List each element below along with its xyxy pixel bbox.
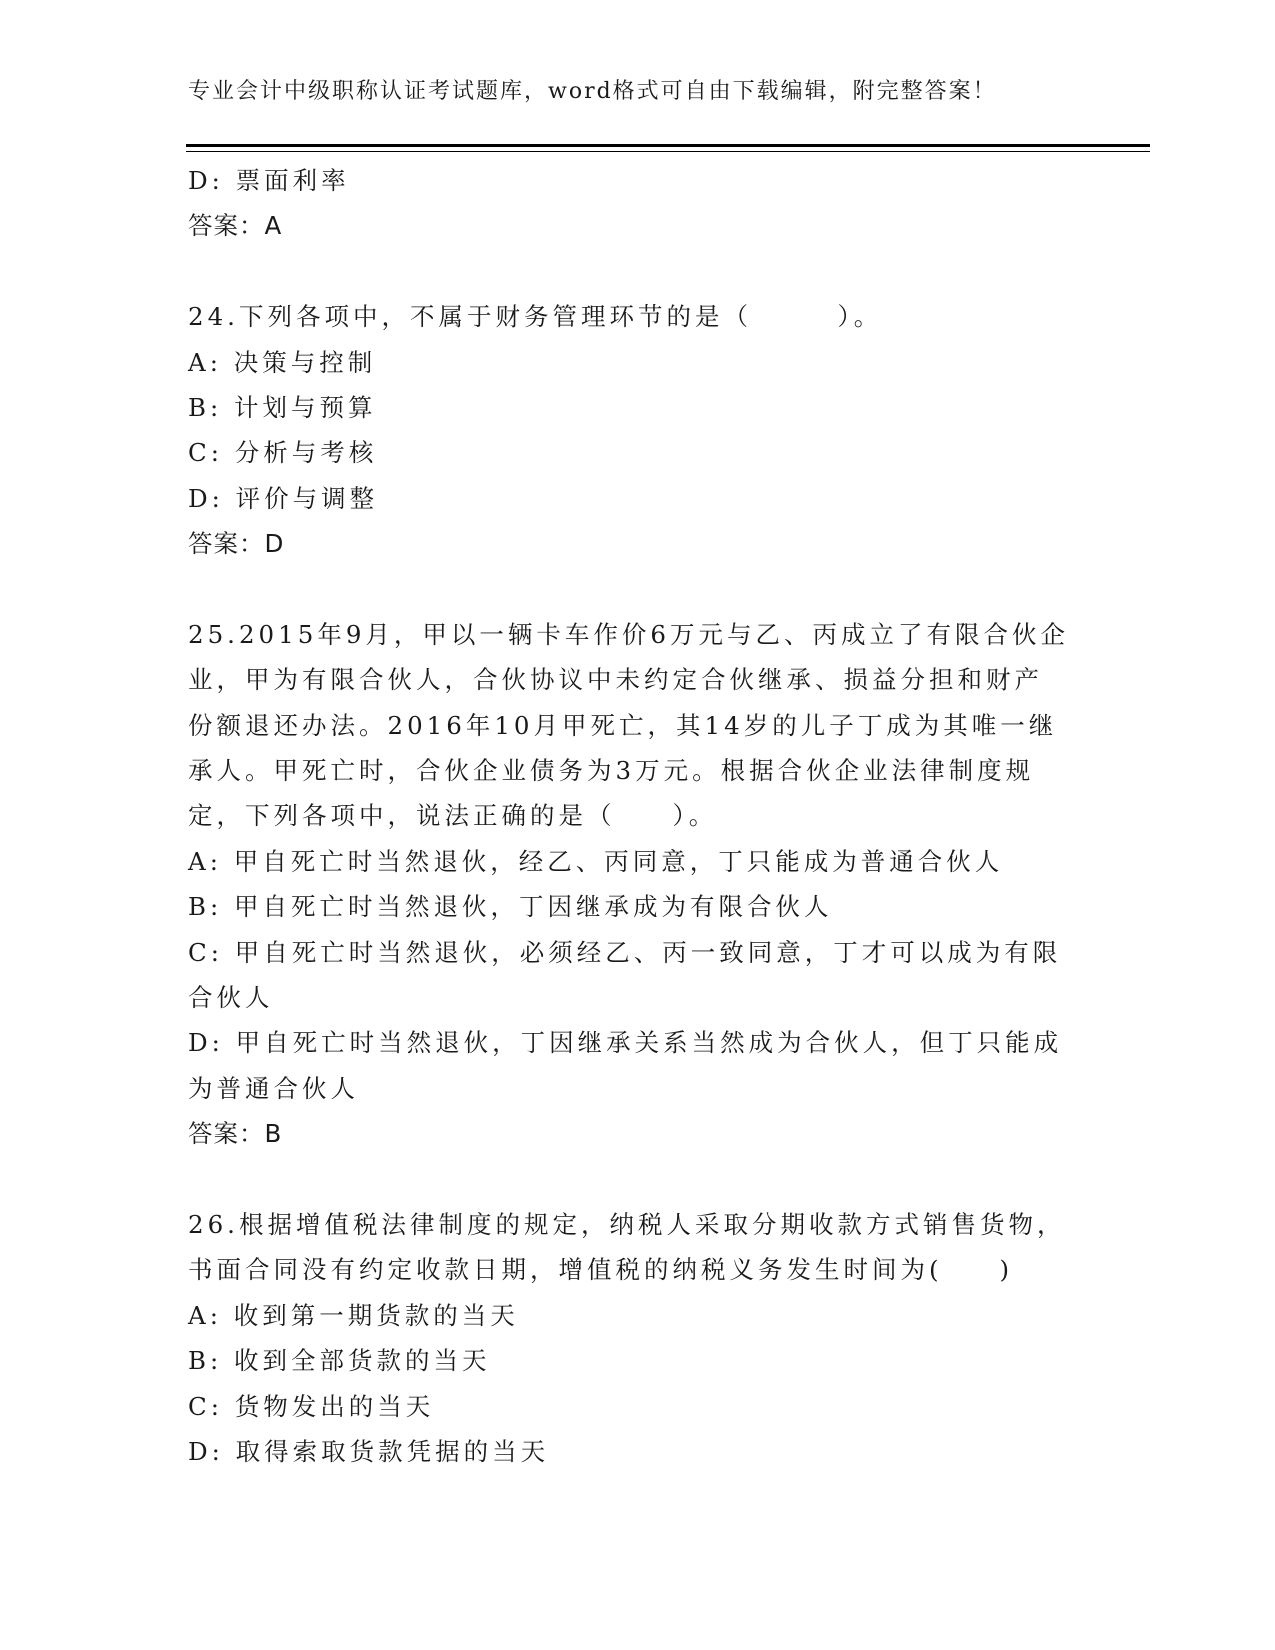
option-c: C: 货物发出的当天 xyxy=(188,1391,435,1421)
option-b: B: 计划与预算 xyxy=(188,392,377,422)
option-d-line: 为普通合伙人 xyxy=(188,1073,359,1103)
question-stem-line: 书面合同没有约定收款日期，增值税的纳税义务发生时间为( ) xyxy=(188,1255,1014,1285)
option-c-line: C: 甲自死亡时当然退伙，必须经乙、丙一致同意，丁才可以成为有限 xyxy=(188,937,1062,967)
option-b: B: 甲自死亡时当然退伙，丁因继承成为有限合伙人 xyxy=(188,892,833,922)
option-d: D: 评价与调整 xyxy=(188,483,379,513)
option-c: C: 分析与考核 xyxy=(188,438,378,468)
question-stem-line: 份额退还办法。2016年10月甲死亡，其14岁的儿子丁成为其唯一继 xyxy=(188,710,1058,740)
question-23 xyxy=(188,158,1088,249)
header-rule-thick xyxy=(186,144,1150,147)
question-stem-line: 承人。甲死亡时，合伙企业债务为3万元。根据合伙企业法律制度规 xyxy=(188,756,1035,786)
question-24 xyxy=(188,294,1088,566)
question-stem-line: 25.2015年9月，甲以一辆卡车作价6万元与乙、丙成立了有限合伙企 xyxy=(188,619,1069,649)
question-stem-line: 26.根据增值税法律制度的规定，纳税人采取分期收款方式销售货物， xyxy=(188,1209,1066,1239)
header-rule-thin xyxy=(186,151,1150,152)
option-a: A: 收到第一期货款的当天 xyxy=(188,1300,519,1330)
question-25 xyxy=(188,612,1088,1157)
spacer xyxy=(188,249,1088,294)
option-a: A: 决策与控制 xyxy=(188,347,377,377)
answer: 答案：B xyxy=(188,1119,283,1149)
question-stem-line: 定，下列各项中，说法正确的是（ ）。 xyxy=(188,801,718,831)
option-b: B: 收到全部货款的当天 xyxy=(188,1346,491,1376)
question-26 xyxy=(188,1202,1088,1474)
option-d-line: D: 甲自死亡时当然退伙，丁因继承关系当然成为合伙人，但丁只能成 xyxy=(188,1028,1063,1058)
option-d: D: 取得索取货款凭据的当天 xyxy=(188,1436,550,1466)
page-header: 专业会计中级职称认证考试题库，word格式可自由下载编辑，附完整答案！ xyxy=(188,79,997,104)
option-d: D: 票面利率 xyxy=(188,166,350,195)
answer: 答案：D xyxy=(188,529,285,559)
question-stem-line: 业，甲为有限合伙人，合伙协议中未约定合伙继承、损益分担和财产 xyxy=(188,665,1043,695)
option-c-line: 合伙人 xyxy=(188,983,274,1013)
spacer xyxy=(188,567,1088,612)
spacer xyxy=(188,1157,1088,1202)
option-a: A: 甲自死亡时当然退伙，经乙、丙同意，丁只能成为普通合伙人 xyxy=(188,846,1004,876)
exam-content xyxy=(188,158,1088,1474)
answer: 答案：A xyxy=(188,211,283,241)
question-stem: 24.下列各项中，不属于财务管理环节的是（ ）。 xyxy=(188,302,883,332)
